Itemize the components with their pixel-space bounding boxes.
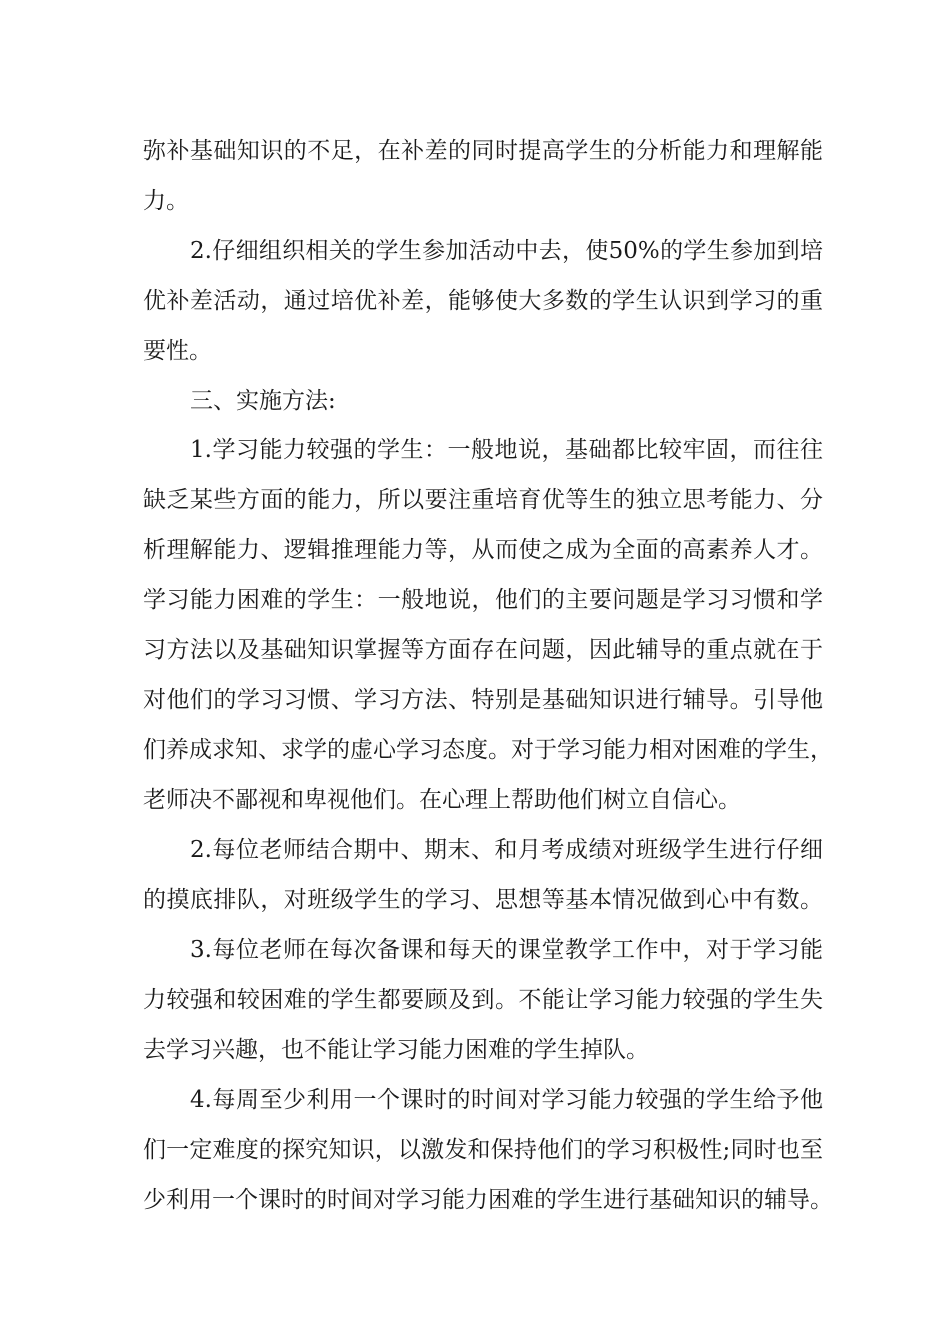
text-line-19: 去学习兴趣，也不能让学习能力困难的学生掉队。: [143, 1037, 649, 1063]
text-line-13: 们养成求知、求学的虚心学习态度。对于学习能力相对困难的学生，: [143, 737, 833, 763]
text-line-1: 弥补基础知识的不足，在补差的同时提高学生的分析能力和理解能: [143, 138, 823, 164]
text-line-15: 2.每位老师结合期中、期末、和月考成绩对班级学生进行仔细: [190, 837, 823, 863]
text-line-12: 对他们的学习习惯、学习方法、特别是基础知识进行辅导。引导他: [143, 687, 823, 713]
text-line-4: 优补差活动，通过培优补差，能够使大多数的学生认识到学习的重: [143, 288, 823, 314]
text-line-8: 缺乏某些方面的能力，所以要注重培育优等生的独立思考能力、分: [143, 487, 823, 513]
text-line-2: 力。: [143, 188, 189, 214]
text-line-7: 1.学习能力较强的学生：一般地说，基础都比较牢固，而往往: [190, 437, 823, 463]
text-line-18: 力较强和较困难的学生都要顾及到。不能让学习能力较强的学生失: [143, 987, 823, 1013]
text-line-9: 析理解能力、逻辑推理能力等，从而使之成为全面的高素养人才。: [143, 537, 823, 563]
text-line-21: 们一定难度的探究知识，以激发和保持他们的学习积极性;同时也至: [143, 1137, 823, 1163]
text-line-20: 4.每周至少利用一个课时的时间对学习能力较强的学生给予他: [190, 1087, 823, 1113]
text-line-3: 2.仔细组织相关的学生参加活动中去，使50%的学生参加到培: [190, 238, 823, 264]
text-line-14: 老师决不鄙视和卑视他们。在心理上帮助他们树立自信心。: [143, 787, 741, 813]
section-heading: 三、实施方法:: [190, 388, 336, 414]
text-line-17: 3.每位老师在每次备课和每天的课堂教学工作中，对于学习能: [190, 937, 823, 963]
text-line-22: 少利用一个课时的时间对学习能力困难的学生进行基础知识的辅导。: [143, 1187, 833, 1213]
text-line-11: 习方法以及基础知识掌握等方面存在问题，因此辅导的重点就在于: [143, 637, 823, 663]
text-line-5: 要性。: [143, 338, 212, 364]
text-line-10: 学习能力困难的学生：一般地说，他们的主要问题是学习习惯和学: [143, 587, 823, 613]
text-line-16: 的摸底排队，对班级学生的学习、思想等基本情况做到心中有数。: [143, 887, 823, 913]
